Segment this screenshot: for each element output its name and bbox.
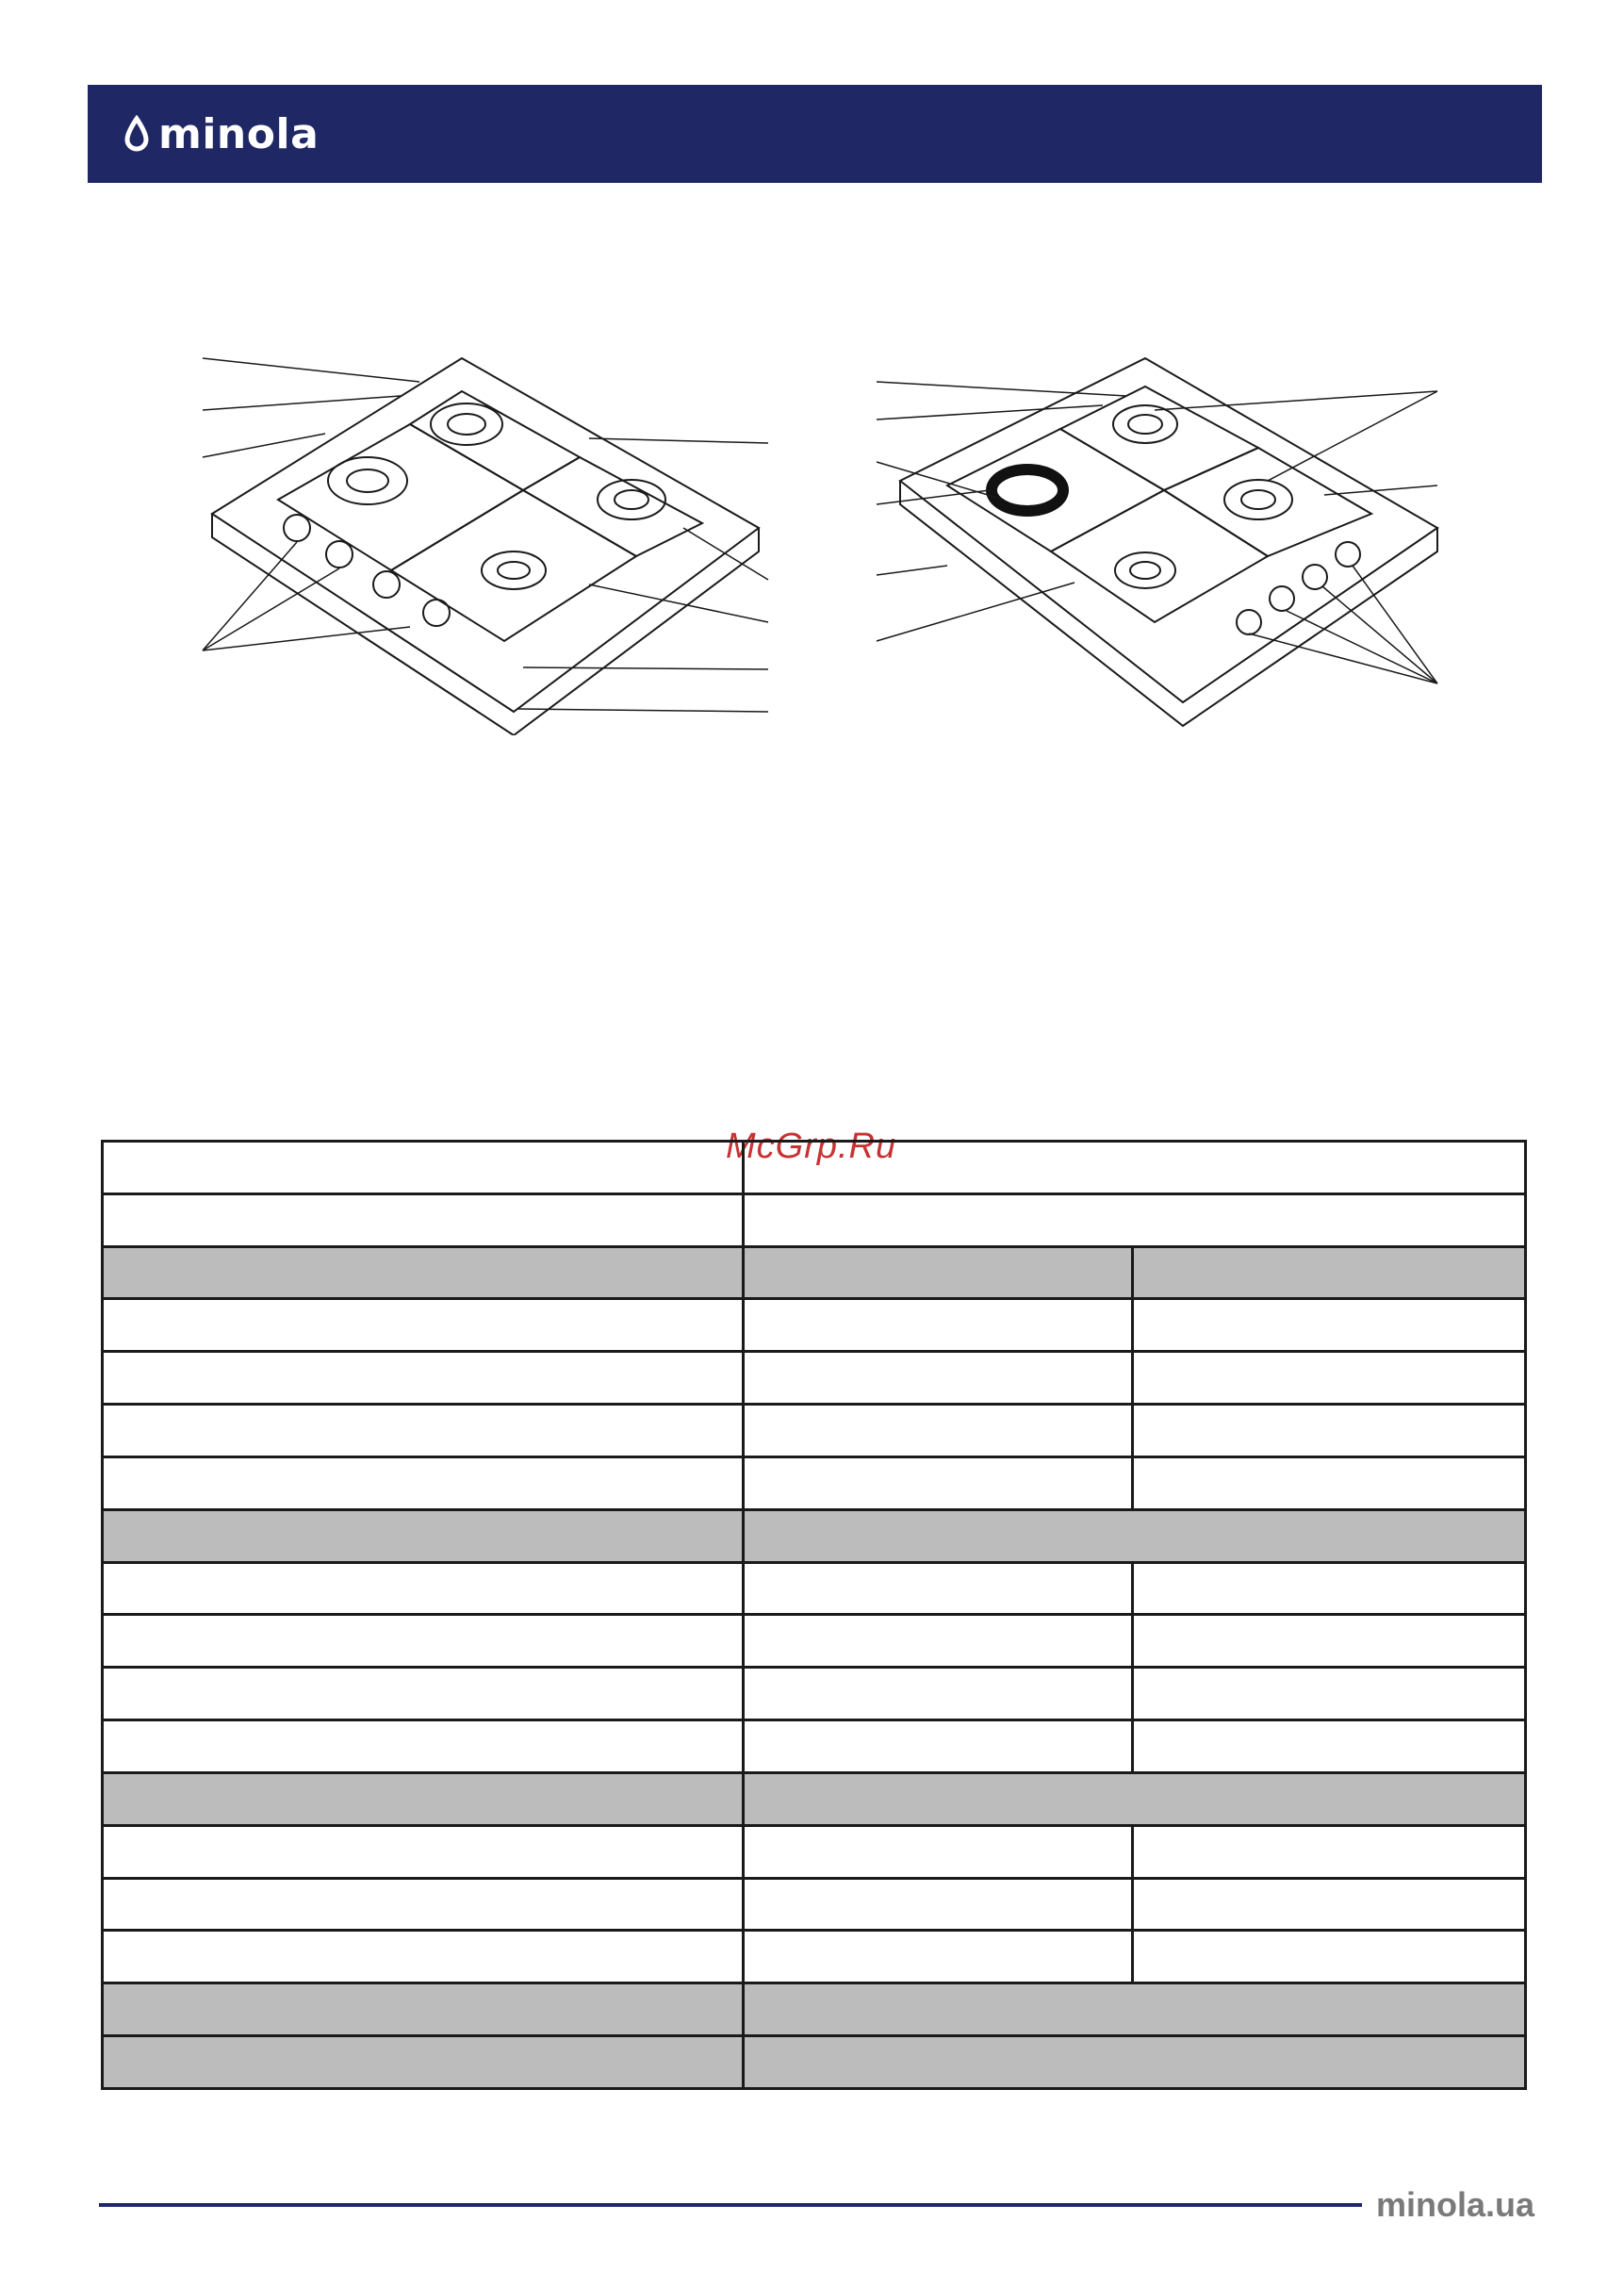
table-cell xyxy=(744,1825,1133,1878)
hob-diagram-right xyxy=(872,339,1456,735)
callout-line xyxy=(1324,485,1437,495)
burner xyxy=(615,490,648,509)
pan-support xyxy=(1051,490,1268,622)
specifications-table xyxy=(101,1140,1527,2090)
footer-site-link[interactable]: minola.ua xyxy=(1376,2185,1535,2224)
table-cell xyxy=(1133,1615,1526,1668)
brand-name: minola xyxy=(158,109,320,158)
control-knob xyxy=(1336,542,1360,567)
callout-line xyxy=(589,438,768,443)
callout-line xyxy=(877,583,1074,641)
table-cell xyxy=(103,1983,744,2036)
table-section-row xyxy=(103,1509,1526,1562)
table-cell xyxy=(744,1668,1133,1720)
table-cell xyxy=(1133,1931,1526,1983)
table-row xyxy=(103,1878,1526,1931)
table-cell xyxy=(744,1772,1526,1825)
table-cell xyxy=(1133,1562,1526,1615)
burner xyxy=(347,469,388,492)
burner xyxy=(1130,562,1160,579)
burner xyxy=(328,457,407,504)
callout-line xyxy=(203,568,339,650)
table-row xyxy=(103,1720,1526,1773)
pan-support xyxy=(1060,387,1258,490)
brand-logo xyxy=(123,106,319,162)
callout-line xyxy=(203,542,297,650)
table-cell xyxy=(1133,1668,1526,1720)
callout-line xyxy=(1155,391,1437,410)
pan-support xyxy=(410,391,580,490)
table-cell xyxy=(103,1142,744,1194)
table-cell xyxy=(103,1772,744,1825)
hob-diagram-left xyxy=(193,339,778,735)
table-cell xyxy=(103,1720,744,1773)
table-cell xyxy=(744,1983,1526,2036)
table-row xyxy=(103,1615,1526,1668)
table-cell xyxy=(744,1456,1133,1509)
table-cell xyxy=(744,1878,1133,1931)
table-cell xyxy=(744,1352,1133,1405)
burner xyxy=(1241,490,1275,509)
burner xyxy=(482,551,546,589)
control-knob xyxy=(1270,586,1294,611)
table-cell xyxy=(103,1931,744,1983)
table-cell xyxy=(103,1193,744,1246)
control-knob xyxy=(326,541,353,568)
table-row xyxy=(103,1193,1526,1246)
wok-burner xyxy=(992,469,1063,511)
table-cell xyxy=(1133,1456,1526,1509)
callout-line xyxy=(877,382,1126,396)
burner xyxy=(498,562,530,579)
pan-support xyxy=(1164,448,1371,556)
burner xyxy=(1115,552,1175,588)
table-cell xyxy=(103,1878,744,1931)
callout-line xyxy=(1287,611,1437,683)
table-cell xyxy=(103,1299,744,1352)
burner xyxy=(448,414,485,435)
table-cell xyxy=(744,1931,1133,1983)
control-knob xyxy=(284,515,310,541)
table-cell xyxy=(103,2036,744,2089)
table-section-row xyxy=(103,2036,1526,2089)
table-cell xyxy=(1133,1246,1526,1299)
drop-icon xyxy=(123,115,151,153)
table-cell xyxy=(1133,1720,1526,1773)
callout-line xyxy=(589,584,768,622)
table-row xyxy=(103,1456,1526,1509)
pan-support xyxy=(947,429,1164,551)
table-cell xyxy=(103,1352,744,1405)
table-cell xyxy=(744,1615,1133,1668)
table-cell xyxy=(744,1142,1526,1194)
table-cell xyxy=(103,1825,744,1878)
table-cell xyxy=(744,1193,1526,1246)
table-cell xyxy=(744,1720,1133,1773)
control-knob xyxy=(423,600,450,626)
table-row xyxy=(103,1142,1526,1194)
table-row xyxy=(103,1299,1526,1352)
control-knob xyxy=(1237,610,1261,634)
callout-line xyxy=(1268,391,1437,481)
table-cell xyxy=(744,1246,1133,1299)
table-row xyxy=(103,1825,1526,1878)
table-row xyxy=(103,1668,1526,1720)
table-cell xyxy=(103,1615,744,1668)
pan-support xyxy=(523,457,702,556)
table-row xyxy=(103,1352,1526,1405)
callout-line xyxy=(877,405,1103,420)
table-cell xyxy=(1133,1299,1526,1352)
table-cell xyxy=(744,1509,1526,1562)
table-cell xyxy=(103,1562,744,1615)
table-cell xyxy=(103,1405,744,1457)
table-cell xyxy=(744,1299,1133,1352)
footer-divider xyxy=(99,2203,1362,2207)
watermark: McGrp.Ru xyxy=(726,1127,897,1166)
table-section-row xyxy=(103,1772,1526,1825)
control-knob xyxy=(1303,565,1327,589)
table-cell xyxy=(1133,1352,1526,1405)
table-cell xyxy=(103,1668,744,1720)
burner xyxy=(1128,415,1162,434)
table-cell xyxy=(1133,1405,1526,1457)
pan-support xyxy=(278,424,523,570)
callout-line xyxy=(523,667,768,669)
callout-line xyxy=(518,709,768,712)
table-section-row xyxy=(103,1983,1526,2036)
table-cell xyxy=(744,1405,1133,1457)
table-cell xyxy=(103,1456,744,1509)
table-cell xyxy=(744,1562,1133,1615)
burner xyxy=(1224,480,1292,519)
table-row xyxy=(103,1562,1526,1615)
burner xyxy=(431,403,502,445)
table-row xyxy=(103,1931,1526,1983)
pan-support xyxy=(391,490,636,641)
table-cell xyxy=(744,2036,1526,2089)
callout-line xyxy=(203,396,401,410)
table-cell xyxy=(103,1509,744,1562)
callout-line xyxy=(203,358,419,382)
table-section-row xyxy=(103,1246,1526,1299)
burner xyxy=(1113,405,1177,443)
callout-line xyxy=(877,566,947,575)
control-knob xyxy=(373,571,400,598)
table-row xyxy=(103,1405,1526,1457)
table-cell xyxy=(103,1246,744,1299)
table-cell xyxy=(1133,1825,1526,1878)
callout-line xyxy=(1353,566,1437,683)
table-cell xyxy=(1133,1878,1526,1931)
callout-line xyxy=(1249,633,1437,683)
